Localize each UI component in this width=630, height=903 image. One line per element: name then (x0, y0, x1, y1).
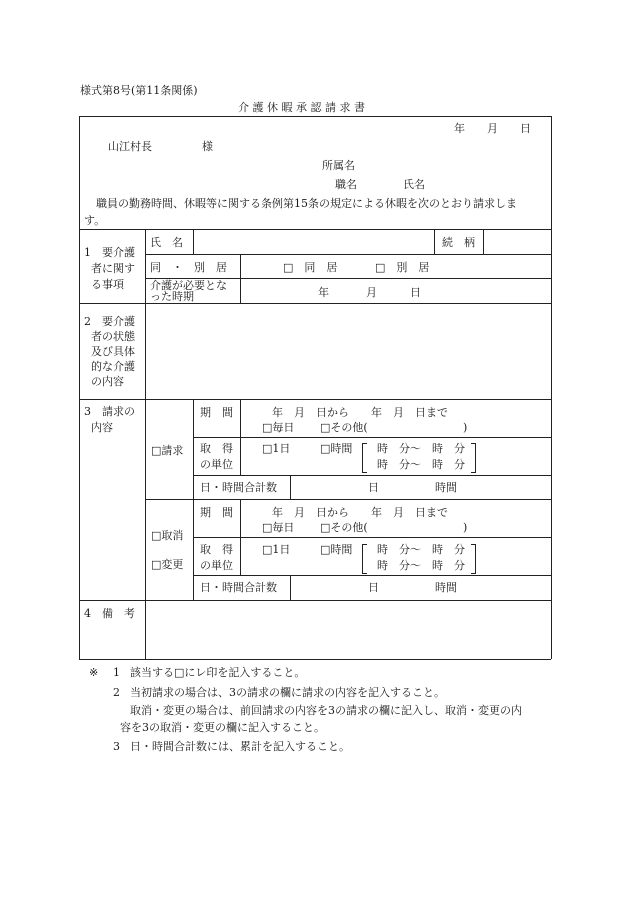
note-number: 3 (113, 740, 120, 753)
request-total-day: 日 (368, 481, 379, 494)
total-column-divider (290, 575, 291, 600)
notes-mark: ※ (89, 666, 99, 679)
request-type-checkbox[interactable]: □請求 (151, 444, 184, 457)
addressee: 山江村長 (108, 140, 152, 153)
care-need-month: 月 (366, 286, 377, 299)
cancel-other-close: ) (463, 521, 468, 534)
name-label: 氏名 (403, 178, 425, 191)
table-top-border (79, 116, 551, 117)
request-time-range-2: 時 分～ 時 分 (377, 458, 465, 471)
row-line (193, 437, 551, 438)
cancel-one-day-checkbox[interactable]: □1日 (262, 543, 291, 556)
care-need-date-label: 介護が必要とな (150, 279, 227, 292)
table-right-border (551, 116, 552, 659)
cancel-time-range-2: 時 分～ 時 分 (377, 559, 465, 572)
note-number: 2 (113, 686, 120, 699)
form-title: 介 護 休 暇 承 認 請 求 書 (238, 101, 365, 114)
cancel-total-day: 日 (368, 581, 379, 594)
section2-label: 及び具体 (91, 345, 135, 358)
section1-label: 者に関す (91, 262, 135, 275)
date-year-label: 年 (454, 122, 465, 135)
row-line (193, 575, 551, 576)
date-month-label: 月 (487, 122, 498, 135)
note-2: 当初請求の場合は、3の請求の欄に請求の内容を記入すること。 (130, 686, 445, 699)
cancel-period-range: 年 月 日から 年 月 日まで (272, 506, 448, 519)
section2-label: 2 要介護 (84, 315, 135, 328)
section3-top-line (79, 399, 551, 400)
request-period-label: 期 間 (200, 406, 233, 419)
cancel-unit-label: の単位 (200, 559, 233, 572)
request-every-day-checkbox[interactable]: □毎日 (262, 421, 295, 434)
relation-cell-divider-right (483, 229, 484, 254)
row-line (193, 475, 551, 476)
request-total-label: 日・時間合計数 (200, 481, 277, 494)
cohabit-same-checkbox[interactable]: □ 同 居 (283, 261, 338, 274)
care-need-year: 年 (318, 286, 329, 299)
name-cell-divider (193, 229, 194, 254)
section2-label: の内容 (91, 375, 124, 388)
row-line (145, 254, 551, 255)
section4-top-line (79, 600, 551, 601)
form-number: 様式第8号(第11条関係) (80, 84, 198, 97)
cancel-type-checkbox[interactable]: □取消 (151, 529, 184, 542)
bracket-left (362, 544, 367, 574)
section3-label: 内容 (91, 421, 113, 434)
care-need-date-label: った時期 (150, 290, 194, 303)
cohabit-label: 同 ・ 別 居 (150, 261, 227, 274)
cancel-period-label: 期 間 (200, 506, 233, 519)
request-other-checkbox[interactable]: □その他( (320, 421, 368, 434)
bracket-left (362, 443, 367, 473)
request-unit-label: の単位 (200, 458, 233, 471)
care-recipient-name-label: 氏 名 (150, 236, 183, 249)
section1-label: る事項 (91, 278, 124, 291)
section1-label-divider (145, 229, 146, 303)
cancel-total-hour: 時間 (435, 581, 457, 594)
section2-label: 的な介護 (91, 360, 135, 373)
section1-label: 1 要介護 (84, 246, 135, 259)
relation-label: 続 柄 (442, 236, 475, 249)
cancel-unit-label: 取 得 (200, 543, 233, 556)
addressee-honorific: 様 (202, 140, 213, 153)
change-type-checkbox[interactable]: □変更 (151, 558, 184, 571)
note-1: 該当する□にレ印を記入すること。 (130, 666, 306, 679)
relation-cell-divider-left (434, 229, 435, 254)
cohabit-separate-checkbox[interactable]: □ 別 居 (375, 261, 430, 274)
section4-label-divider (145, 600, 146, 659)
cancel-every-day-checkbox[interactable]: □毎日 (262, 521, 295, 534)
request-unit-label: 取 得 (200, 442, 233, 455)
bracket-right (471, 443, 476, 473)
section3-label: 3 請求の (84, 405, 135, 418)
cancel-hours-checkbox[interactable]: □時間 (320, 543, 353, 556)
total-column-divider (290, 475, 291, 499)
cancel-total-label: 日・時間合計数 (200, 581, 277, 594)
post-label: 職名 (335, 178, 357, 191)
request-other-close: ) (463, 421, 468, 434)
row-line (193, 537, 551, 538)
request-one-day-checkbox[interactable]: □1日 (262, 442, 291, 455)
intro-text: 職員の勤務時間、休暇等に関する条例第15条の規定による休暇を次のとおり請求しま (96, 197, 517, 210)
care-need-day: 日 (410, 286, 421, 299)
request-time-range-1: 時 分～ 時 分 (377, 442, 465, 455)
note-2b-cont: 容を3の取消・変更の欄に記入すること。 (120, 721, 325, 734)
cancel-time-range-1: 時 分～ 時 分 (377, 543, 465, 556)
intro-text-cont: す。 (84, 214, 106, 227)
request-hours-checkbox[interactable]: □時間 (320, 442, 353, 455)
table-bottom-border (79, 659, 551, 660)
section4-label: 4 備 考 (84, 607, 135, 620)
bracket-right (471, 544, 476, 574)
table-left-border (79, 116, 80, 659)
request-total-hour: 時間 (435, 481, 457, 494)
cancel-other-checkbox[interactable]: □その他( (320, 521, 368, 534)
note-2b: 取消・変更の場合は、前回請求の内容を3の請求の欄に記入し、取消・変更の内 (130, 704, 522, 717)
dept-label: 所属名 (322, 159, 355, 172)
request-period-range: 年 月 日から 年 月 日まで (272, 406, 448, 419)
note-number: 1 (113, 666, 120, 679)
date-day-label: 日 (520, 122, 531, 135)
note-3: 日・時間合計数には、累計を記入すること。 (130, 740, 350, 753)
section1-top-line (79, 229, 551, 230)
section2-label: 者の状態 (91, 330, 135, 343)
row-line (145, 499, 551, 500)
section2-label-divider (145, 303, 146, 399)
section2-top-line (79, 303, 551, 304)
